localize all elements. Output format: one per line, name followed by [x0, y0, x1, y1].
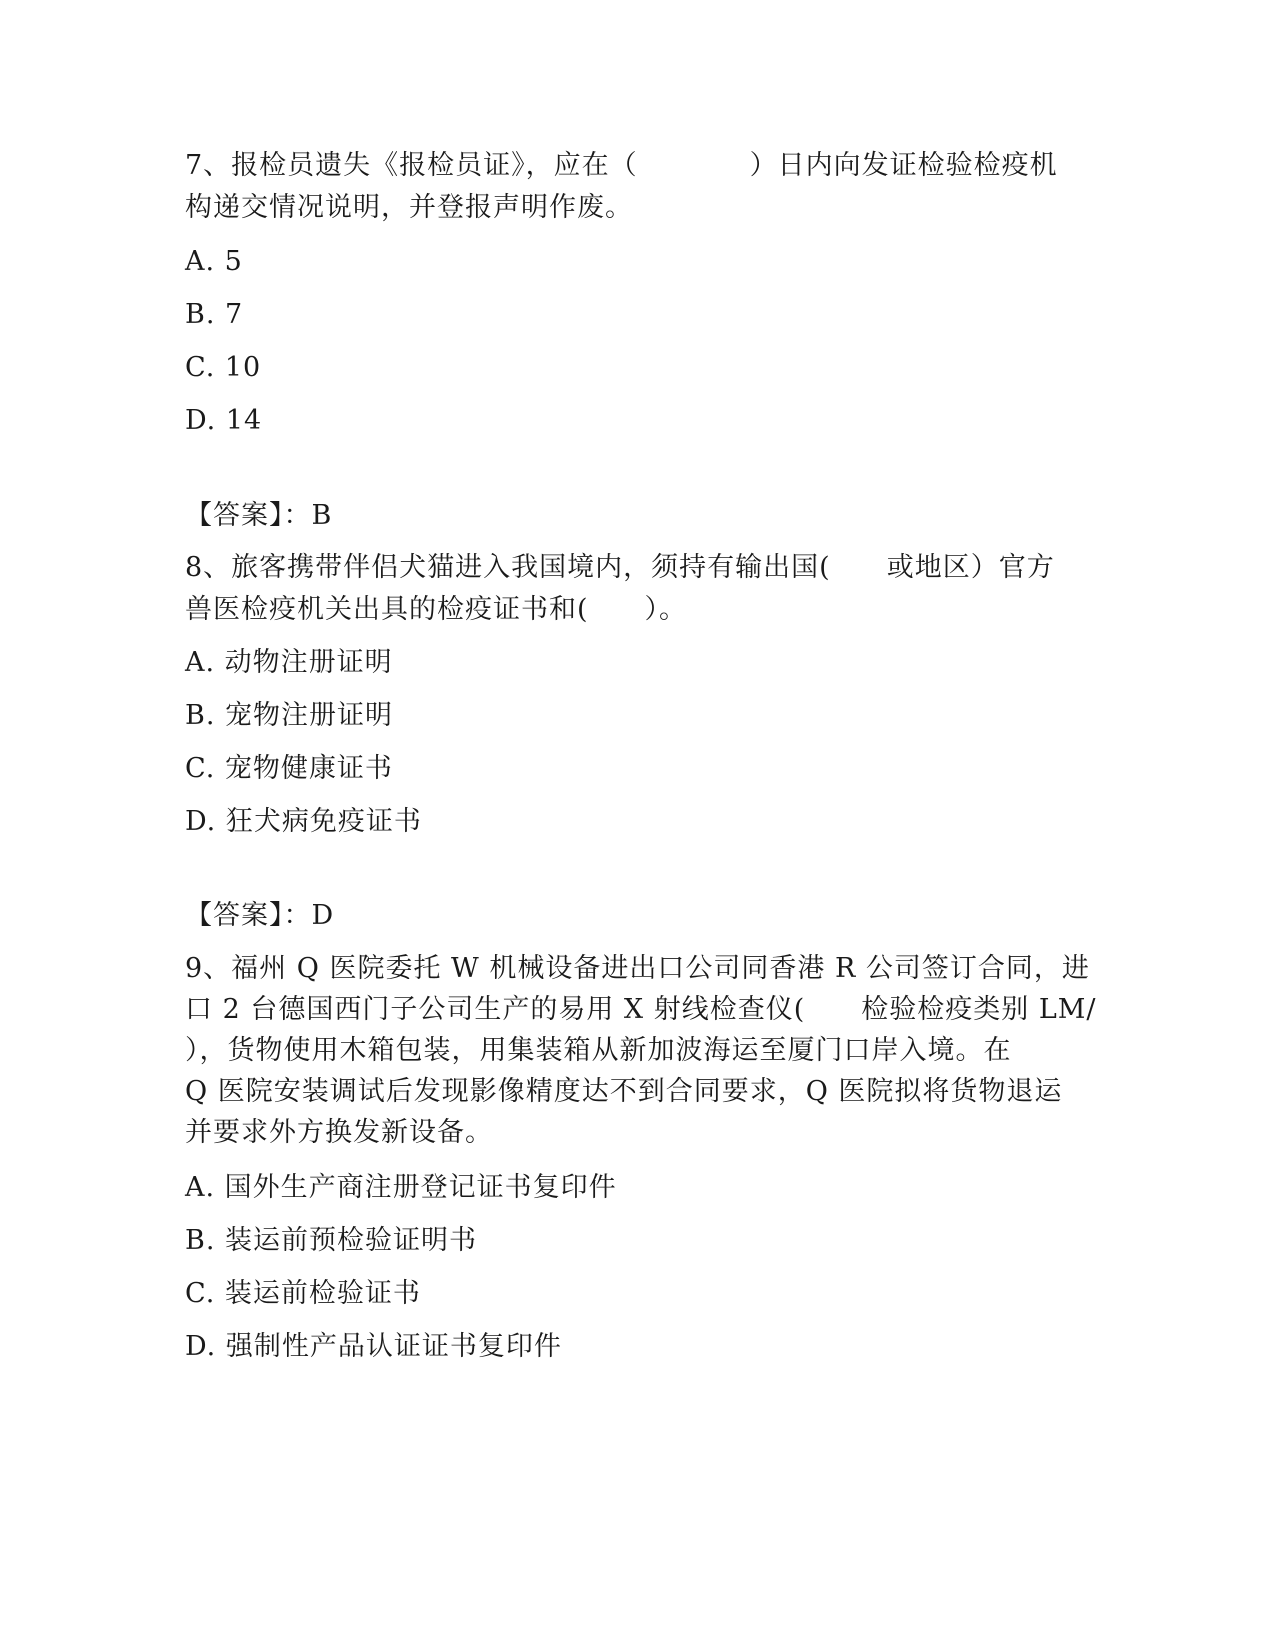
question-9-stem-line-2: 口 2 台德国西门子公司生产的易用 X 射线检查仪( 检验检疫类别 LM/ — [185, 994, 1097, 1025]
question-9-stem-line-4: Q 医院安装调试后发现影像精度达不到合同要求，Q 医院拟将货物退运 — [185, 1076, 1063, 1107]
question-8-option-c: C. 宠物健康证书 — [185, 753, 393, 784]
question-7-answer: 【答案】：B — [185, 500, 333, 531]
question-9-option-b: B. 装运前预检验证明书 — [185, 1225, 478, 1256]
question-7-option-a: A. 5 — [185, 246, 243, 277]
question-8-answer: 【答案】：D — [185, 900, 335, 931]
question-9-option-c: C. 装运前检验证书 — [185, 1278, 421, 1309]
question-8-stem-line-1: 8、旅客携带伴侣犬猫进入我国境内，须持有输出国( 或地区）官方 — [185, 552, 1055, 583]
question-8-option-a: A. 动物注册证明 — [185, 647, 393, 678]
question-9-stem-line-1: 9、福州 Q 医院委托 W 机械设备进出口公司同香港 R 公司签订合同，进 — [185, 953, 1090, 984]
question-9-option-a: A. 国外生产商注册登记证书复印件 — [185, 1172, 617, 1203]
question-7-option-d: D. 14 — [185, 405, 263, 436]
question-7-option-b: B. 7 — [185, 299, 244, 330]
question-7-option-c: C. 10 — [185, 352, 262, 383]
question-8-option-d: D. 狂犬病免疫证书 — [185, 806, 422, 837]
question-7-stem-line-1: 7、报检员遗失《报检员证》，应在（ ）日内向发证检验检疫机 — [185, 150, 1058, 181]
question-9-stem-line-5: 并要求外方换发新设备。 — [185, 1117, 493, 1148]
question-9-stem-line-3: ），货物使用木箱包装，用集装箱从新加波海运至厦门口岸入境。在 — [185, 1035, 1012, 1066]
question-9-option-d: D. 强制性产品认证证书复印件 — [185, 1331, 562, 1362]
question-7-stem-line-2: 构递交情况说明，并登报声明作废。 — [185, 192, 633, 223]
question-8-option-b: B. 宠物注册证明 — [185, 700, 394, 731]
question-8-stem-line-2: 兽医检疫机关出具的检疫证书和( ）。 — [185, 594, 688, 625]
